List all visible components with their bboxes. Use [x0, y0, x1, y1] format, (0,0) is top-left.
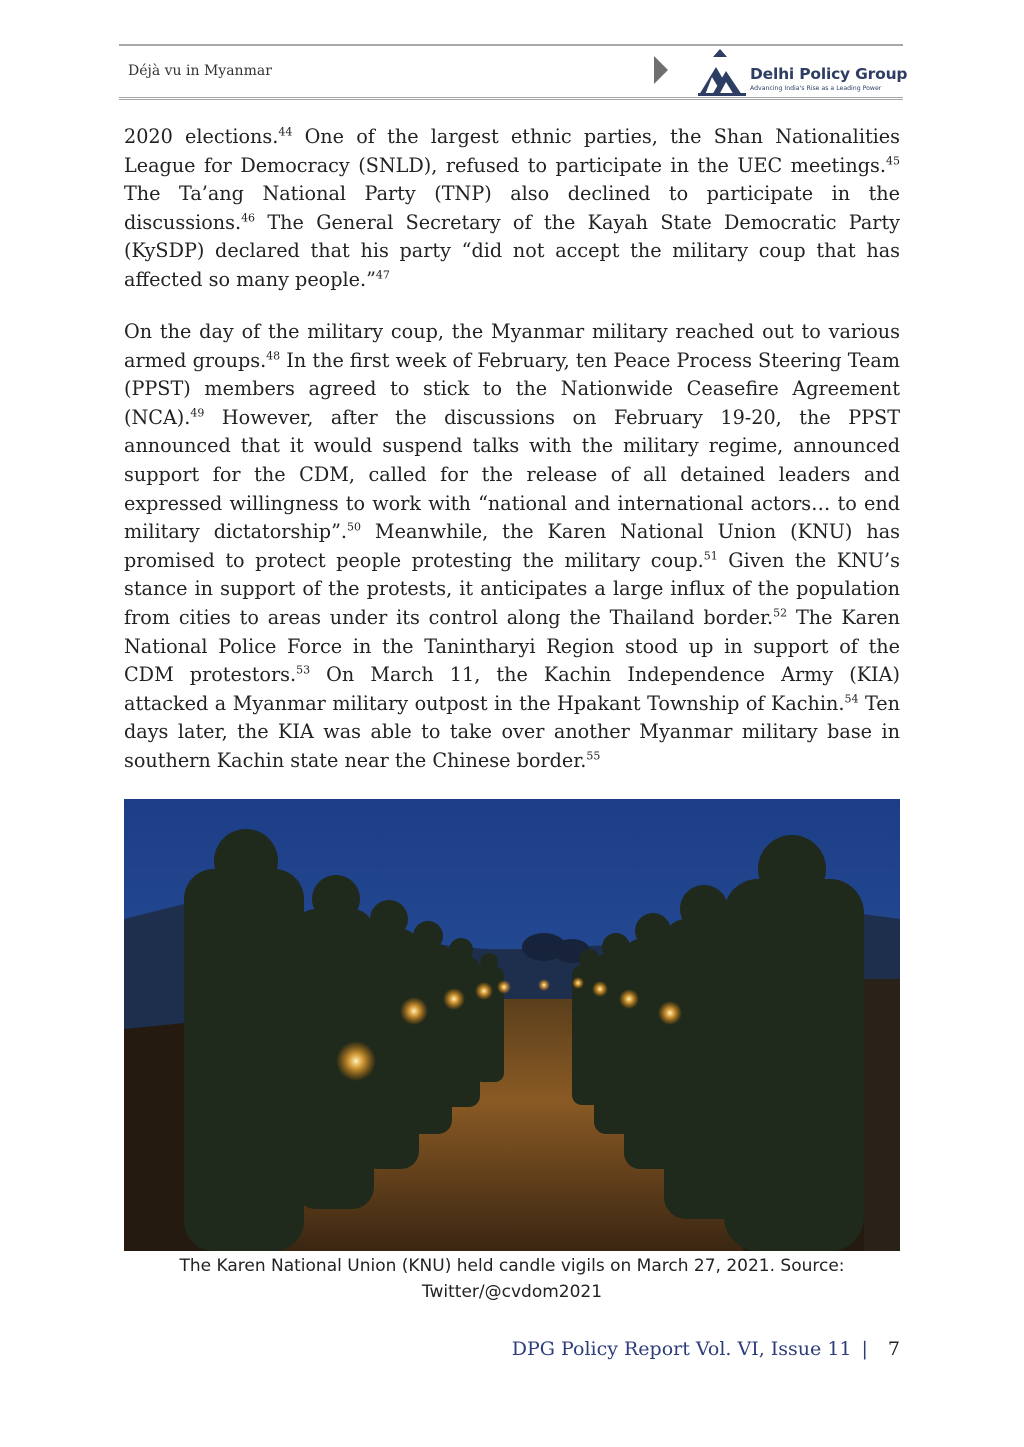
paragraph-text: On March 11, the Kachin Independence Army (KIA) attacked a Myanmar military outpost in the Hpakant Township of Kachin.	[124, 663, 900, 715]
body-paragraph-1	[124, 123, 900, 295]
figure-caption	[124, 1253, 900, 1305]
paragraph-text: Given the KNU’s stance in support of the protests, it anticipates a large influx of the population from cities to areas under its control along the Thailand border.	[124, 548, 901, 629]
paragraph-text: However, after the discussions on February 19-20, the PPST announced that it would suspend talks with the military regime, announced support for the CDM, called for the release of all detained leaders and expressed willingness to work with “national and international actors… to end military dictatorship”.	[124, 405, 900, 544]
header-rule-top	[119, 44, 903, 46]
paragraph-text: The Karen National Police Force in the Tanintharyi Region stood up in support of the CDM protestors.	[124, 605, 900, 687]
footnote-ref: 51	[703, 549, 718, 563]
footer-report-title: DPG Policy Report Vol. VI, Issue 11	[511, 1338, 852, 1360]
paragraph-text: Ten days later, the KIA was able to take over another Myanmar military base in southern Kachin state near the Chinese border.	[124, 691, 900, 772]
page-number: 7	[887, 1338, 900, 1360]
header-rule-bottom	[119, 97, 903, 100]
paragraph-text: Meanwhile, the Karen National Union (KNU) has promised to protect people protesting the military coup.	[124, 520, 900, 572]
logo-name: Delhi Policy Group	[750, 65, 908, 83]
paragraph-text: On the day of the military coup, the Myanmar military reached out to various armed groups.	[124, 320, 900, 372]
paragraph-text: The General Secretary of the Kayah State Democratic Party (KySDP) declared that his party “did not accept the military coup that has affected so many people.”	[124, 210, 900, 291]
footnote-ref: 45	[886, 154, 900, 168]
footnote-ref: 55	[586, 749, 601, 763]
paragraph-text: One of the largest ethnic parties, the Shan Nationalities League for Democracy (SNLD), refused to participate in the UEC meetings.	[124, 125, 901, 177]
figure-caption-line-1: The Karen National Union (KNU) held candle vigils on March 27, 2021. Source:	[179, 1256, 845, 1276]
paragraph-text: In the first week of February, ten Peace Process Steering Team (PPST) members agreed to stick to the Nationwide Ceasefire Agreement (NCA).	[124, 348, 900, 429]
footnote-ref: 47	[375, 268, 390, 282]
footnote-ref: 53	[296, 663, 311, 677]
body-paragraph-2	[124, 318, 900, 776]
logo-tagline: Advancing India's Rise as a Leading Power	[750, 85, 882, 92]
running-title: Déjà vu in Myanmar	[128, 63, 272, 79]
footnote-ref: 49	[190, 406, 205, 420]
triangle-marker-icon	[654, 56, 668, 84]
footnote-ref: 54	[844, 692, 859, 706]
photo-illustration	[124, 799, 900, 1251]
paragraph-text: The Ta’ang National Party (TNP) also declined to participate in the discussions.	[124, 182, 900, 234]
footer-separator: |	[861, 1338, 868, 1360]
footnote-ref: 46	[241, 211, 256, 225]
footnote-ref: 50	[347, 520, 361, 534]
footnote-ref: 44	[278, 125, 293, 139]
dpg-logo	[696, 47, 906, 97]
dpg-logo-mark-icon	[696, 47, 748, 97]
footnote-ref: 48	[266, 349, 281, 363]
candle-vigil-photo	[124, 799, 900, 1251]
page-footer	[512, 1338, 900, 1360]
footnote-ref: 52	[773, 606, 788, 620]
paragraph-text: 2020 elections.	[124, 125, 279, 148]
figure-caption-line-2: Twitter/@cvdom2021	[421, 1282, 603, 1302]
